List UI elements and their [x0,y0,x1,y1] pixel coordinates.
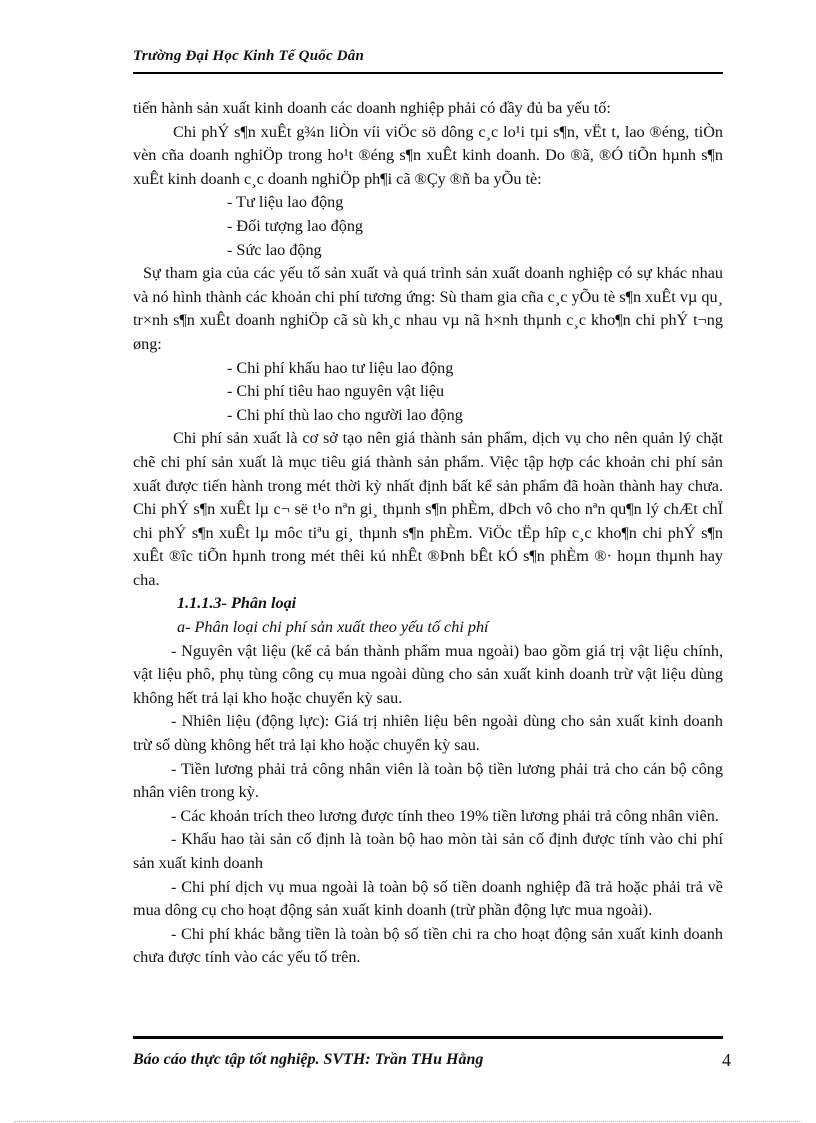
subsection-heading: a- Phân loại chi phí sản xuất theo yếu tố chi phí [177,618,489,637]
section-heading: 1.1.1.3- Phân loại [177,594,297,613]
paragraph: Chi phÝ s¶n xuÊt g¾n liÒn víi viÖc sö dông c¸c lo¹i tµi s¶n, vËt t, lao ®éng, tiÒn vèn cña doanh nghiÖp trong ho¹t ®éng s¶n xuÊt kinh doanh. Do ®ã, ®Ó tiÕn hµnh s¶n xuÊt kinh doanh c¸c doanh nghiÖp ph¶i cã ®Çy ®ñ ba yÕu tè: [133,122,723,188]
document-body [133,97,723,970]
paragraph: - Chi phí dịch vụ mua ngoài là toàn bộ số tiền doanh nghiệp đã trả hoặc phải trả về mua dông cụ cho hoạt động sản xuất kinh doanh (trừ phần động lực mua ngoài). [133,877,723,920]
header-rule [133,72,723,74]
list-item: - Đối tượng lao động [227,216,364,235]
page-footer-text: Báo cáo thực tập tốt nghiệp. SVTH: Trần THu Hằng [133,1051,484,1068]
list-item: - Tư liệu lao động [227,193,344,212]
paragraph: Chi phí sản xuất là cơ sở tạo nên giá thành sản phẩm, dịch vụ cho nên quản lý chặt chẽ chi phí sản xuất là mục tiêu giá thành sản phẩm. Việc tập hợp các khoản chi phí sản xuất được tiến hành trong mét thời kỳ nhất định bất kể sản phẩm đã hoàn thành hay chưa. Chi phÝ s¶n xuÊt lµ c¬ së t¹o nªn gi¸ thµnh s¶n phÈm, dÞch vô cho nªn qu¶n lý chÆt chÏ chi phÝ s¶n xuÊt lµ môc tiªu gi¸ thµnh s¶n phÈm. ViÖc tËp hîp c¸c kho¶n chi phÝ s¶n xuÊt ®îc tiÕn hµnh trong mét thêi kú nhÊt ®Þnh bÊt kÓ s¶n phÈm ®· hoµn thµnh hay cha. [133,429,723,589]
paragraph: - Chi phí khác bằng tiền là toàn bộ số tiền chi ra cho hoạt động sản xuất kinh doanh chưa được tính vào các yếu tố trên. [133,924,723,967]
paragraph: - Khấu hao tài sản cố định là toàn bộ hao mòn tài sản cố định được tính vào chi phí sản xuất kinh doanh [133,830,723,872]
list-item: - Chi phí tiêu hao nguyên vật liệu [227,382,445,401]
list-item: - Chi phí khấu hao tư liệu lao động [227,358,454,377]
paragraph: - Nguyên vật liệu (kể cả bán thành phẩm mua ngoài) bao gồm giá trị vật liệu chính, vật liệu phô, phụ tùng công cụ mua ngoài dùng cho sản xuất kinh doanh trừ vật liệu dùng không hết trả lại kho hoặc chuyển kỳ sau. [133,641,723,707]
list-item: - Chi phí thù lao cho người lao động [227,405,463,424]
paragraph: - Nhiên liệu (động lực): Giá trị nhiên liệu bên ngoài dùng cho sản xuất kinh doanh trừ số dùng không hết trả lại kho hoặc chuyển kỳ sau. [133,712,723,755]
page-header-title: Trường Đại Học Kinh Tế Quốc Dân [133,48,365,64]
paragraph: tiến hành sản xuất kinh doanh các doanh nghiệp phải có đầy đủ ba yếu tố: [133,99,611,117]
page-number: 4 [722,1050,731,1070]
paragraph: - Tiền lương phải trả công nhân viên là toàn bộ tiền lương phải trả cho cán bộ công nhân viên trong kỳ. [133,759,723,802]
page-bottom-border [14,1121,802,1122]
footer-rule [133,1036,723,1039]
paragraph: Sự tham gia của các yếu tố sản xuất và quá trình sản xuất doanh nghiệp có sự khác nhau và nó hình thành các khoản chi phí tương ứng: Sù tham gia cña c¸c yÕu tè s¶n xuÊt vµ qu¸ tr×nh s¶n xuÊt doanh nghiÖp cã sù kh¸c nhau vµ nã h×nh thµnh c¸c kho¶n chi phÝ t¬ng øng: [133,264,723,353]
list-item: - Sức lao động [227,240,322,259]
paragraph: - Các khoản trích theo lương được tính theo 19% tiền lương phải trả công nhân viên. [171,806,719,825]
